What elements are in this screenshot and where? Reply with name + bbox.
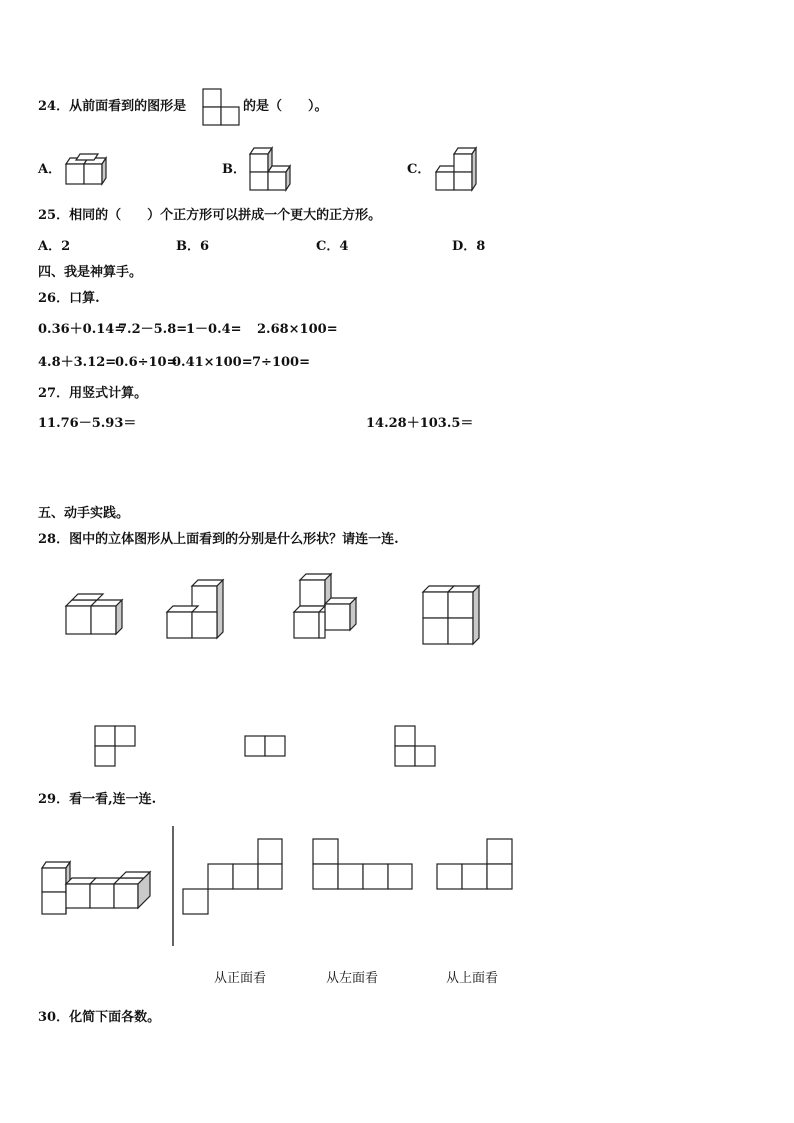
- q25-text: 25．相同的（ ）个正方形可以拼成一个更大的正方形。: [38, 208, 382, 223]
- section5-heading: 五、动手实践。: [38, 506, 130, 521]
- q24-option-c-figure: [434, 148, 480, 192]
- q24-option-c-label[interactable]: C．: [407, 162, 431, 177]
- q24-text-after: 的是（ ）。: [243, 99, 328, 114]
- q28-solid-2: [165, 578, 227, 640]
- q28-title: 28．图中的立体图形从上面看到的分别是什么形状？请连一连.: [38, 532, 399, 547]
- q27-item-2: 14.28＋103.5＝: [366, 416, 474, 431]
- q29-title: 29．看一看,连一连.: [38, 792, 157, 807]
- q26-row1-item: 1－0.4=: [186, 322, 242, 337]
- q29-view-3: [436, 838, 516, 892]
- q24-option-b-figure: [248, 148, 294, 192]
- q25-option-d[interactable]: D．8: [452, 239, 486, 254]
- q29-label-front: 从正面看: [214, 971, 267, 986]
- q26-row1-item: 7.2－5.8=: [118, 322, 188, 337]
- q29-label-left: 从左面看: [326, 971, 379, 986]
- q26-row2-item: 7÷100=: [252, 355, 310, 370]
- q28-top-view-2: [244, 735, 288, 759]
- q26-row1-item: 2.68×100=: [257, 322, 338, 337]
- q24-front-view-figure: [202, 88, 242, 128]
- q27-item-1: 11.76－5.93＝: [38, 416, 137, 431]
- q29-view-1: [182, 838, 286, 916]
- q29-divider-line: [171, 826, 175, 948]
- q28-top-view-1: [94, 725, 138, 769]
- q25-option-c[interactable]: C．4: [316, 239, 349, 254]
- q26-row1-item: 0.36＋0.14=: [38, 322, 126, 337]
- q24-text-before: 24．从前面看到的图形是: [38, 99, 187, 114]
- q30-title: 30．化简下面各数。: [38, 1010, 161, 1025]
- q28-solid-3: [292, 572, 362, 642]
- q29-view-2: [312, 838, 416, 892]
- q24-option-a-figure: [64, 154, 110, 188]
- q26-title: 26．口算.: [38, 291, 100, 306]
- q25-option-a[interactable]: A．2: [38, 239, 71, 254]
- q26-row2-item: 0.6÷10=: [115, 355, 178, 370]
- q26-row2-item: 0.41×100=: [172, 355, 253, 370]
- q27-title: 27．用竖式计算。: [38, 386, 148, 401]
- q26-row2-item: 4.8＋3.12=: [38, 355, 117, 370]
- q29-label-top: 从上面看: [446, 971, 499, 986]
- q28-solid-4: [421, 584, 485, 648]
- q24-option-b-label[interactable]: B．: [222, 162, 246, 177]
- q25-option-b[interactable]: B．6: [176, 239, 210, 254]
- section4-heading: 四、我是神算手。: [38, 265, 143, 280]
- q28-solid-1: [64, 592, 126, 638]
- q24-option-a-label[interactable]: A．: [38, 162, 62, 177]
- q28-top-view-3: [394, 725, 438, 769]
- q29-solid: [40, 860, 156, 918]
